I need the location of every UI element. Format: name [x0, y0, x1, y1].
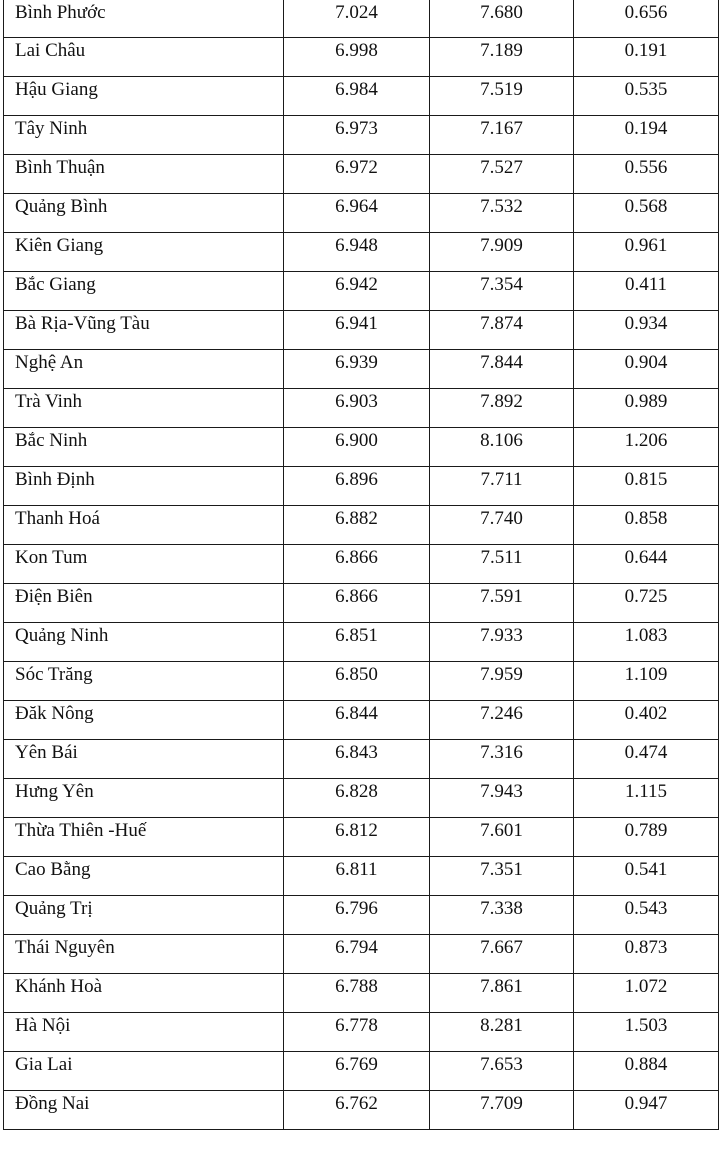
value-2-cell: 7.943	[430, 779, 574, 818]
province-name-cell: Hậu Giang	[4, 77, 284, 116]
difference-cell: 0.474	[574, 740, 719, 779]
province-name-cell: Thái Nguyên	[4, 935, 284, 974]
value-1-cell: 6.812	[284, 818, 430, 857]
province-name-cell: Bà Rịa-Vũng Tàu	[4, 311, 284, 350]
value-2-cell: 8.106	[430, 428, 574, 467]
value-1-cell: 6.896	[284, 467, 430, 506]
value-2-cell: 7.933	[430, 623, 574, 662]
province-name-cell: Trà Vinh	[4, 389, 284, 428]
difference-cell: 0.873	[574, 935, 719, 974]
difference-cell: 0.191	[574, 38, 719, 77]
value-1-cell: 6.811	[284, 857, 430, 896]
value-2-cell: 7.861	[430, 974, 574, 1013]
province-name-cell: Kiên Giang	[4, 233, 284, 272]
table-row	[4, 350, 719, 389]
difference-cell: 0.556	[574, 155, 719, 194]
value-2-cell: 7.351	[430, 857, 574, 896]
value-2-cell: 7.527	[430, 155, 574, 194]
table-row	[4, 77, 719, 116]
value-2-cell: 7.680	[430, 0, 574, 38]
value-1-cell: 6.998	[284, 38, 430, 77]
value-1-cell: 6.866	[284, 584, 430, 623]
province-name-cell: Thanh Hoá	[4, 506, 284, 545]
value-1-cell: 6.939	[284, 350, 430, 389]
province-name-cell: Yên Bái	[4, 740, 284, 779]
value-1-cell: 6.948	[284, 233, 430, 272]
province-name-cell: Thừa Thiên -Huế	[4, 818, 284, 857]
difference-cell: 0.194	[574, 116, 719, 155]
table-row	[4, 38, 719, 77]
value-1-cell: 6.903	[284, 389, 430, 428]
value-2-cell: 7.740	[430, 506, 574, 545]
difference-cell: 0.656	[574, 0, 719, 38]
province-name-cell: Đồng Nai	[4, 1091, 284, 1130]
value-1-cell: 6.941	[284, 311, 430, 350]
table-row	[4, 1091, 719, 1130]
table-row	[4, 116, 719, 155]
difference-cell: 0.858	[574, 506, 719, 545]
value-1-cell: 6.762	[284, 1091, 430, 1130]
province-name-cell: Bình Định	[4, 467, 284, 506]
difference-cell: 1.115	[574, 779, 719, 818]
value-1-cell: 6.788	[284, 974, 430, 1013]
province-name-cell: Đăk Nông	[4, 701, 284, 740]
value-2-cell: 8.281	[430, 1013, 574, 1052]
value-2-cell: 7.874	[430, 311, 574, 350]
table-row	[4, 1013, 719, 1052]
value-1-cell: 6.984	[284, 77, 430, 116]
value-2-cell: 7.519	[430, 77, 574, 116]
province-name-cell: Bình Phước	[4, 0, 284, 38]
difference-cell: 1.083	[574, 623, 719, 662]
value-1-cell: 6.900	[284, 428, 430, 467]
province-name-cell: Kon Tum	[4, 545, 284, 584]
value-2-cell: 7.316	[430, 740, 574, 779]
table-row	[4, 545, 719, 584]
value-2-cell: 7.892	[430, 389, 574, 428]
value-2-cell: 7.844	[430, 350, 574, 389]
value-1-cell: 6.843	[284, 740, 430, 779]
value-2-cell: 7.511	[430, 545, 574, 584]
table-row	[4, 155, 719, 194]
table-row	[4, 974, 719, 1013]
value-1-cell: 6.866	[284, 545, 430, 584]
table-row	[4, 233, 719, 272]
difference-cell: 0.815	[574, 467, 719, 506]
province-name-cell: Hà Nội	[4, 1013, 284, 1052]
difference-cell: 0.725	[574, 584, 719, 623]
value-2-cell: 7.667	[430, 935, 574, 974]
value-1-cell: 6.972	[284, 155, 430, 194]
value-1-cell: 6.828	[284, 779, 430, 818]
difference-cell: 1.503	[574, 1013, 719, 1052]
value-1-cell: 6.844	[284, 701, 430, 740]
table-row	[4, 935, 719, 974]
value-1-cell: 6.796	[284, 896, 430, 935]
value-2-cell: 7.591	[430, 584, 574, 623]
table-row	[4, 311, 719, 350]
value-2-cell: 7.189	[430, 38, 574, 77]
province-name-cell: Lai Châu	[4, 38, 284, 77]
province-name-cell: Cao Bằng	[4, 857, 284, 896]
province-name-cell: Bắc Giang	[4, 272, 284, 311]
table-row	[4, 467, 719, 506]
table-row	[4, 428, 719, 467]
difference-cell: 0.535	[574, 77, 719, 116]
table-body	[4, 0, 719, 1130]
province-name-cell: Tây Ninh	[4, 116, 284, 155]
difference-cell: 1.206	[574, 428, 719, 467]
difference-cell: 0.402	[574, 701, 719, 740]
value-2-cell: 7.354	[430, 272, 574, 311]
province-name-cell: Sóc Trăng	[4, 662, 284, 701]
value-2-cell: 7.532	[430, 194, 574, 233]
value-2-cell: 7.338	[430, 896, 574, 935]
value-2-cell: 7.653	[430, 1052, 574, 1091]
value-1-cell: 6.964	[284, 194, 430, 233]
table-row	[4, 740, 719, 779]
province-name-cell: Bình Thuận	[4, 155, 284, 194]
value-2-cell: 7.959	[430, 662, 574, 701]
value-2-cell: 7.711	[430, 467, 574, 506]
difference-cell: 0.411	[574, 272, 719, 311]
difference-cell: 1.072	[574, 974, 719, 1013]
value-1-cell: 6.882	[284, 506, 430, 545]
province-data-table	[3, 0, 719, 1130]
difference-cell: 0.644	[574, 545, 719, 584]
difference-cell: 0.789	[574, 818, 719, 857]
value-1-cell: 6.778	[284, 1013, 430, 1052]
province-name-cell: Hưng Yên	[4, 779, 284, 818]
value-2-cell: 7.709	[430, 1091, 574, 1130]
difference-cell: 0.947	[574, 1091, 719, 1130]
table-row	[4, 506, 719, 545]
difference-cell: 0.904	[574, 350, 719, 389]
table-row	[4, 662, 719, 701]
value-2-cell: 7.909	[430, 233, 574, 272]
province-name-cell: Khánh Hoà	[4, 974, 284, 1013]
value-2-cell: 7.167	[430, 116, 574, 155]
province-name-cell: Bắc Ninh	[4, 428, 284, 467]
table-row	[4, 623, 719, 662]
value-1-cell: 6.794	[284, 935, 430, 974]
table-row	[4, 818, 719, 857]
value-2-cell: 7.246	[430, 701, 574, 740]
province-name-cell: Quảng Trị	[4, 896, 284, 935]
province-name-cell: Quảng Ninh	[4, 623, 284, 662]
table-row	[4, 857, 719, 896]
table-row	[4, 779, 719, 818]
value-1-cell: 6.769	[284, 1052, 430, 1091]
table-row	[4, 701, 719, 740]
difference-cell: 0.989	[574, 389, 719, 428]
value-1-cell: 6.942	[284, 272, 430, 311]
difference-cell: 0.541	[574, 857, 719, 896]
value-1-cell: 6.973	[284, 116, 430, 155]
difference-cell: 1.109	[574, 662, 719, 701]
difference-cell: 0.568	[574, 194, 719, 233]
province-name-cell: Quảng Bình	[4, 194, 284, 233]
table-row	[4, 0, 719, 38]
value-1-cell: 7.024	[284, 0, 430, 38]
difference-cell: 0.543	[574, 896, 719, 935]
table-row	[4, 896, 719, 935]
province-name-cell: Điện Biên	[4, 584, 284, 623]
value-1-cell: 6.851	[284, 623, 430, 662]
table-row	[4, 272, 719, 311]
difference-cell: 0.934	[574, 311, 719, 350]
value-2-cell: 7.601	[430, 818, 574, 857]
difference-cell: 0.884	[574, 1052, 719, 1091]
province-name-cell: Gia Lai	[4, 1052, 284, 1091]
province-name-cell: Nghệ An	[4, 350, 284, 389]
value-1-cell: 6.850	[284, 662, 430, 701]
table-row	[4, 194, 719, 233]
table-row	[4, 1052, 719, 1091]
difference-cell: 0.961	[574, 233, 719, 272]
table-row	[4, 389, 719, 428]
table-row	[4, 584, 719, 623]
